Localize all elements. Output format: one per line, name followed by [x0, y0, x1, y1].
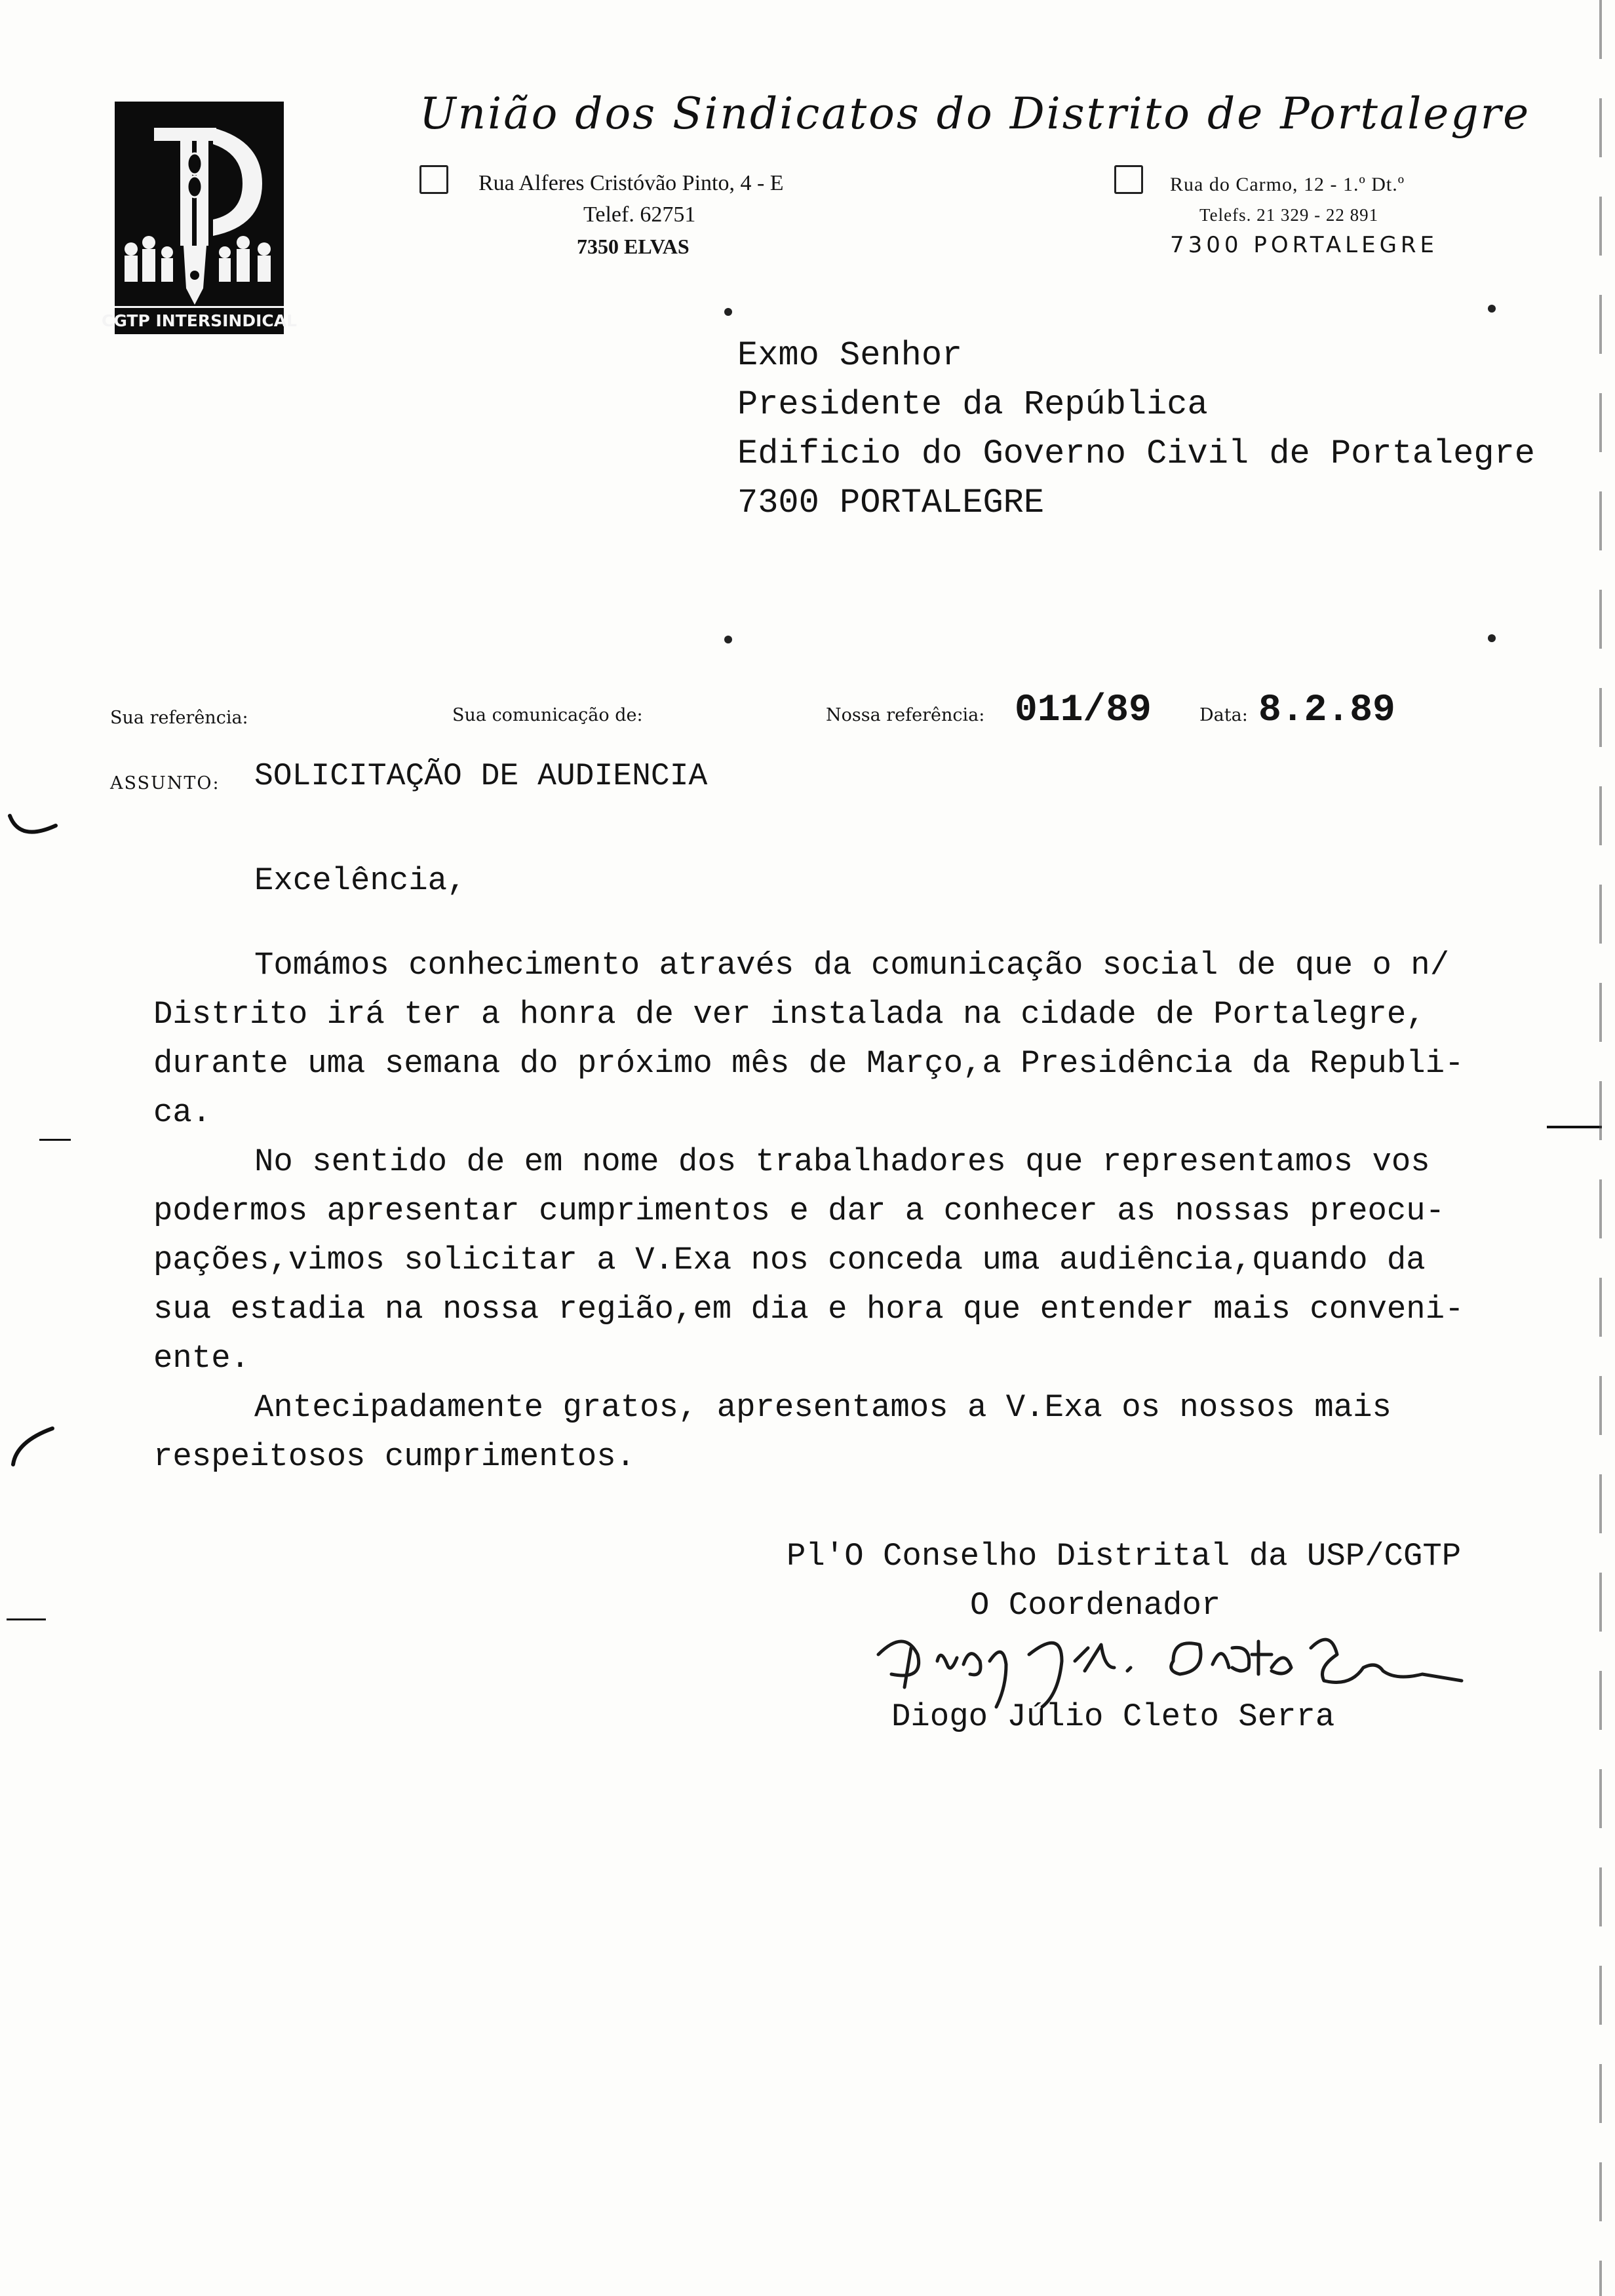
office-right-city: 7300 PORTALEGRE [1170, 232, 1439, 258]
body-line-1: Tomámos conhecimento através da comunicação social de que o n/ [254, 947, 1450, 984]
office-left-street: Rua Alferes Cristóvão Pinto, 4 - E [478, 171, 784, 195]
window-mark-tl [724, 308, 732, 316]
body-line-6: podermos apresentar cumprimentos e dar a conhecer as nossas preocu- [153, 1193, 1445, 1229]
subject-text: SOLICITAÇÃO DE AUDIENCIA [254, 759, 708, 794]
closing-role: O Coordenador [970, 1587, 1221, 1624]
date-value: 8.2.89 [1258, 689, 1395, 732]
organization-title: União dos Sindicatos do Distrito de Portalegre [419, 88, 1531, 139]
recipient-line-2: Presidente da República [737, 385, 1208, 424]
fold-mark-1 [39, 1139, 71, 1141]
body-line-5: No sentido de em nome dos trabalhadores que representamos vos [254, 1143, 1430, 1180]
window-mark-bl [724, 636, 732, 643]
office-right-phone: Telefs. 21 329 - 22 891 [1199, 205, 1379, 225]
cgtp-logo [101, 102, 298, 334]
body-line-7: pações,vimos solicitar a V.Exa nos conceda uma audiência,quando da [153, 1242, 1426, 1278]
office-left-phone: Telef. 62751 [583, 202, 696, 227]
your-communication-label: Sua comunicação de: [452, 705, 643, 725]
body-line-2: Distrito irá ter a honra de ver instalada na cidade de Portalegre, [153, 996, 1426, 1033]
logo-caption: CGTP INTERSINDICAL [101, 311, 298, 330]
your-reference-label: Sua referência: [110, 708, 248, 728]
office-right-street: Rua do Carmo, 12 - 1.º Dt.º [1170, 174, 1405, 195]
our-reference-value: 011/89 [1015, 689, 1152, 732]
body-line-10: Antecipadamente gratos, apresentamos a V.Exa os nossos mais [254, 1389, 1391, 1426]
body-line-3: durante uma semana do próximo mês de Março,a Presidência da Republi- [153, 1045, 1464, 1082]
checkbox-office-portalegre[interactable] [1114, 165, 1143, 194]
recipient-line-1: Exmo Senhor [737, 336, 963, 375]
signatory-name: Diogo Júlio Cleto Serra [891, 1698, 1335, 1735]
fold-mark-2 [7, 1618, 46, 1620]
hole-punch-mark-bottom [7, 1422, 59, 1471]
our-reference-label: Nossa referência: [826, 705, 985, 725]
scan-edge-line [1599, 0, 1602, 2296]
salutation: Excelência, [254, 862, 467, 899]
body-line-11: respeitosos cumprimentos. [153, 1438, 636, 1475]
date-label: Data: [1199, 705, 1248, 725]
hole-punch-mark-top [7, 813, 59, 849]
office-left-city: 7350 ELVAS [577, 235, 690, 258]
body-line-8: sua estadia na nossa região,em dia e hora que entender mais conveni- [153, 1291, 1464, 1328]
subject-label: ASSUNTO: [110, 773, 220, 794]
window-mark-br [1488, 634, 1496, 642]
recipient-line-3: Edificio do Governo Civil de Portalegre [737, 434, 1535, 473]
logo-emblem-icon [101, 102, 298, 334]
body-line-4: ca. [153, 1094, 212, 1131]
fold-mark-right [1547, 1126, 1602, 1128]
window-mark-tr [1488, 305, 1496, 313]
body-line-9: ente. [153, 1340, 250, 1377]
closing-council: Pl'O Conselho Distrital da USP/CGTP [787, 1538, 1462, 1575]
recipient-line-4: 7300 PORTALEGRE [737, 484, 1045, 522]
checkbox-office-elvas[interactable] [419, 165, 448, 194]
